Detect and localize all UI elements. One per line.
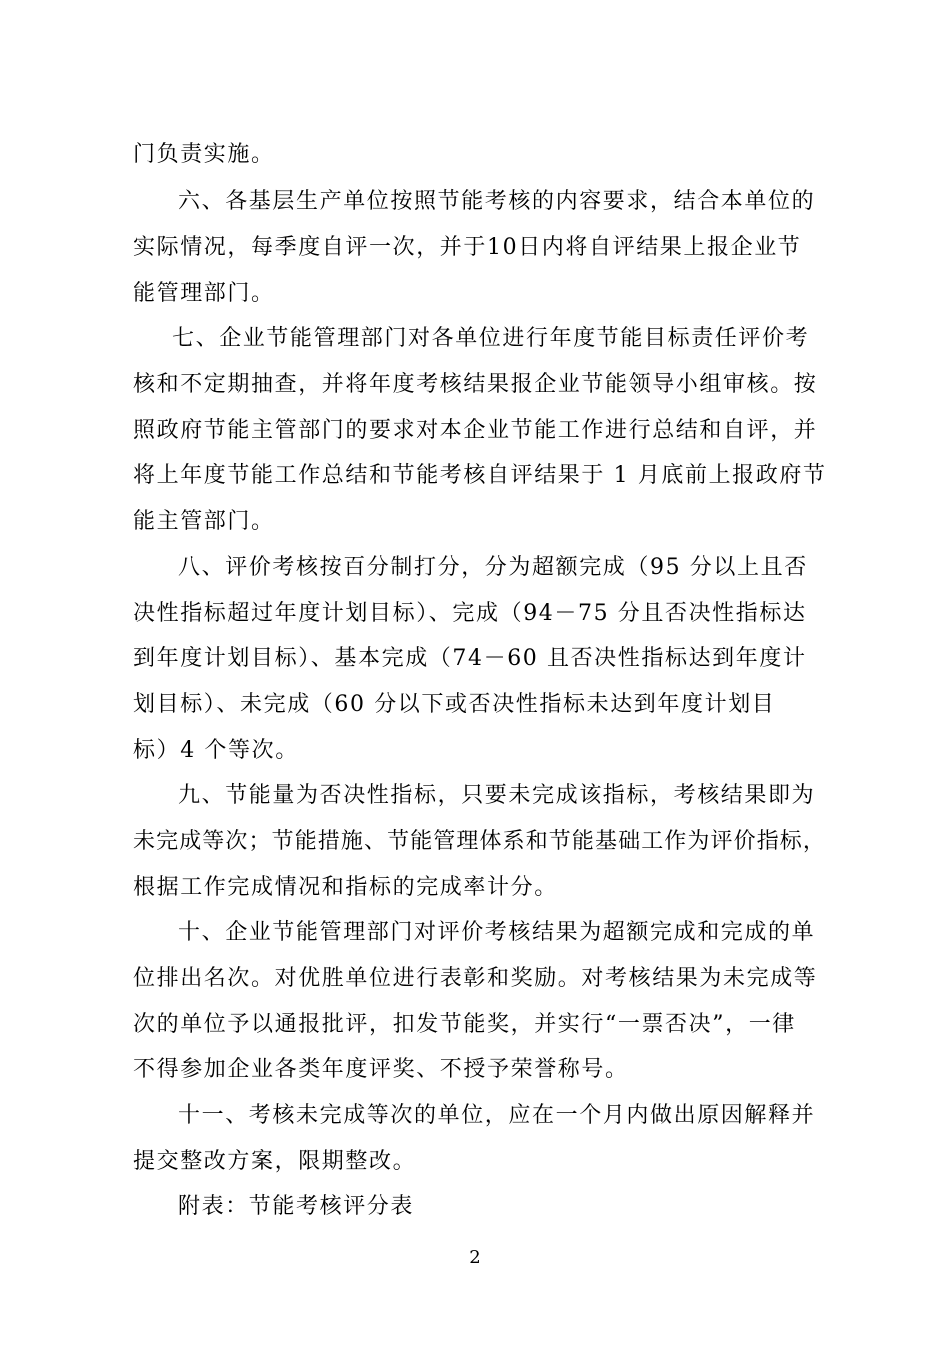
paragraph-line: 六、各基层生产单位按照节能考核的内容要求，结合本单位的 (178, 189, 816, 214)
paragraph-line: 标）4 个等次。 (133, 738, 299, 763)
paragraph-line: 九、节能量为否决性指标，只要未完成该指标，考核结果即为 (178, 783, 816, 808)
paragraph-line: 十、企业节能管理部门对评价考核结果为超额完成和完成的单 (178, 920, 816, 945)
attachment-line: 附表：节能考核评分表 (178, 1194, 415, 1219)
paragraph-line: 位排出名次。对优胜单位进行表彰和奖励。对考核结果为未完成等 (133, 966, 818, 991)
paragraph-line: 照政府节能主管部门的要求对本企业节能工作进行总结和自评，并 (133, 418, 818, 443)
paragraph-line: 门负责实施。 (133, 142, 275, 167)
paragraph-line: 能主管部门。 (133, 509, 275, 534)
paragraph-line: 能管理部门。 (133, 281, 275, 306)
paragraph-line: 根据工作完成情况和指标的完成率计分。 (133, 875, 558, 900)
paragraph-line: 到年度计划目标）、基本完成（74－60 且否决性指标达到年度计 (133, 646, 807, 671)
paragraph-line: 未完成等次；节能措施、节能管理体系和节能基础工作为评价指标， (133, 829, 827, 854)
paragraph-line: 次的单位予以通报批评，扣发节能奖，并实行“一票否决”，一律 (133, 1012, 796, 1037)
paragraph-line: 八、评价考核按百分制打分，分为超额完成（95 分以上且否 (178, 555, 808, 580)
paragraph-line: 七、企业节能管理部门对各单位进行年度节能目标责任评价考 (172, 326, 810, 351)
paragraph-line: 将上年度节能工作总结和节能考核自评结果于 1 月底前上报政府节 (133, 463, 827, 488)
paragraph-line: 提交整改方案，限期整改。 (133, 1149, 417, 1174)
paragraph-line: 划目标）、未完成（60 分以下或否决性指标未达到年度计划目 (133, 692, 776, 717)
paragraph-line: 核和不定期抽查，并将年度考核结果报企业节能领导小组审核。按 (133, 372, 818, 397)
paragraph-line: 实际情况，每季度自评一次，并于10日内将自评结果上报企业节 (133, 235, 802, 260)
paragraph-line: 十一、考核未完成等次的单位，应在一个月内做出原因解释并 (178, 1103, 816, 1128)
paragraph-line: 不得参加企业各类年度评奖、不授予荣誉称号。 (133, 1057, 629, 1082)
paragraph-line: 决性指标超过年度计划目标）、完成（94－75 分且否决性指标达 (133, 601, 807, 626)
page-number: 2 (469, 1247, 481, 1268)
